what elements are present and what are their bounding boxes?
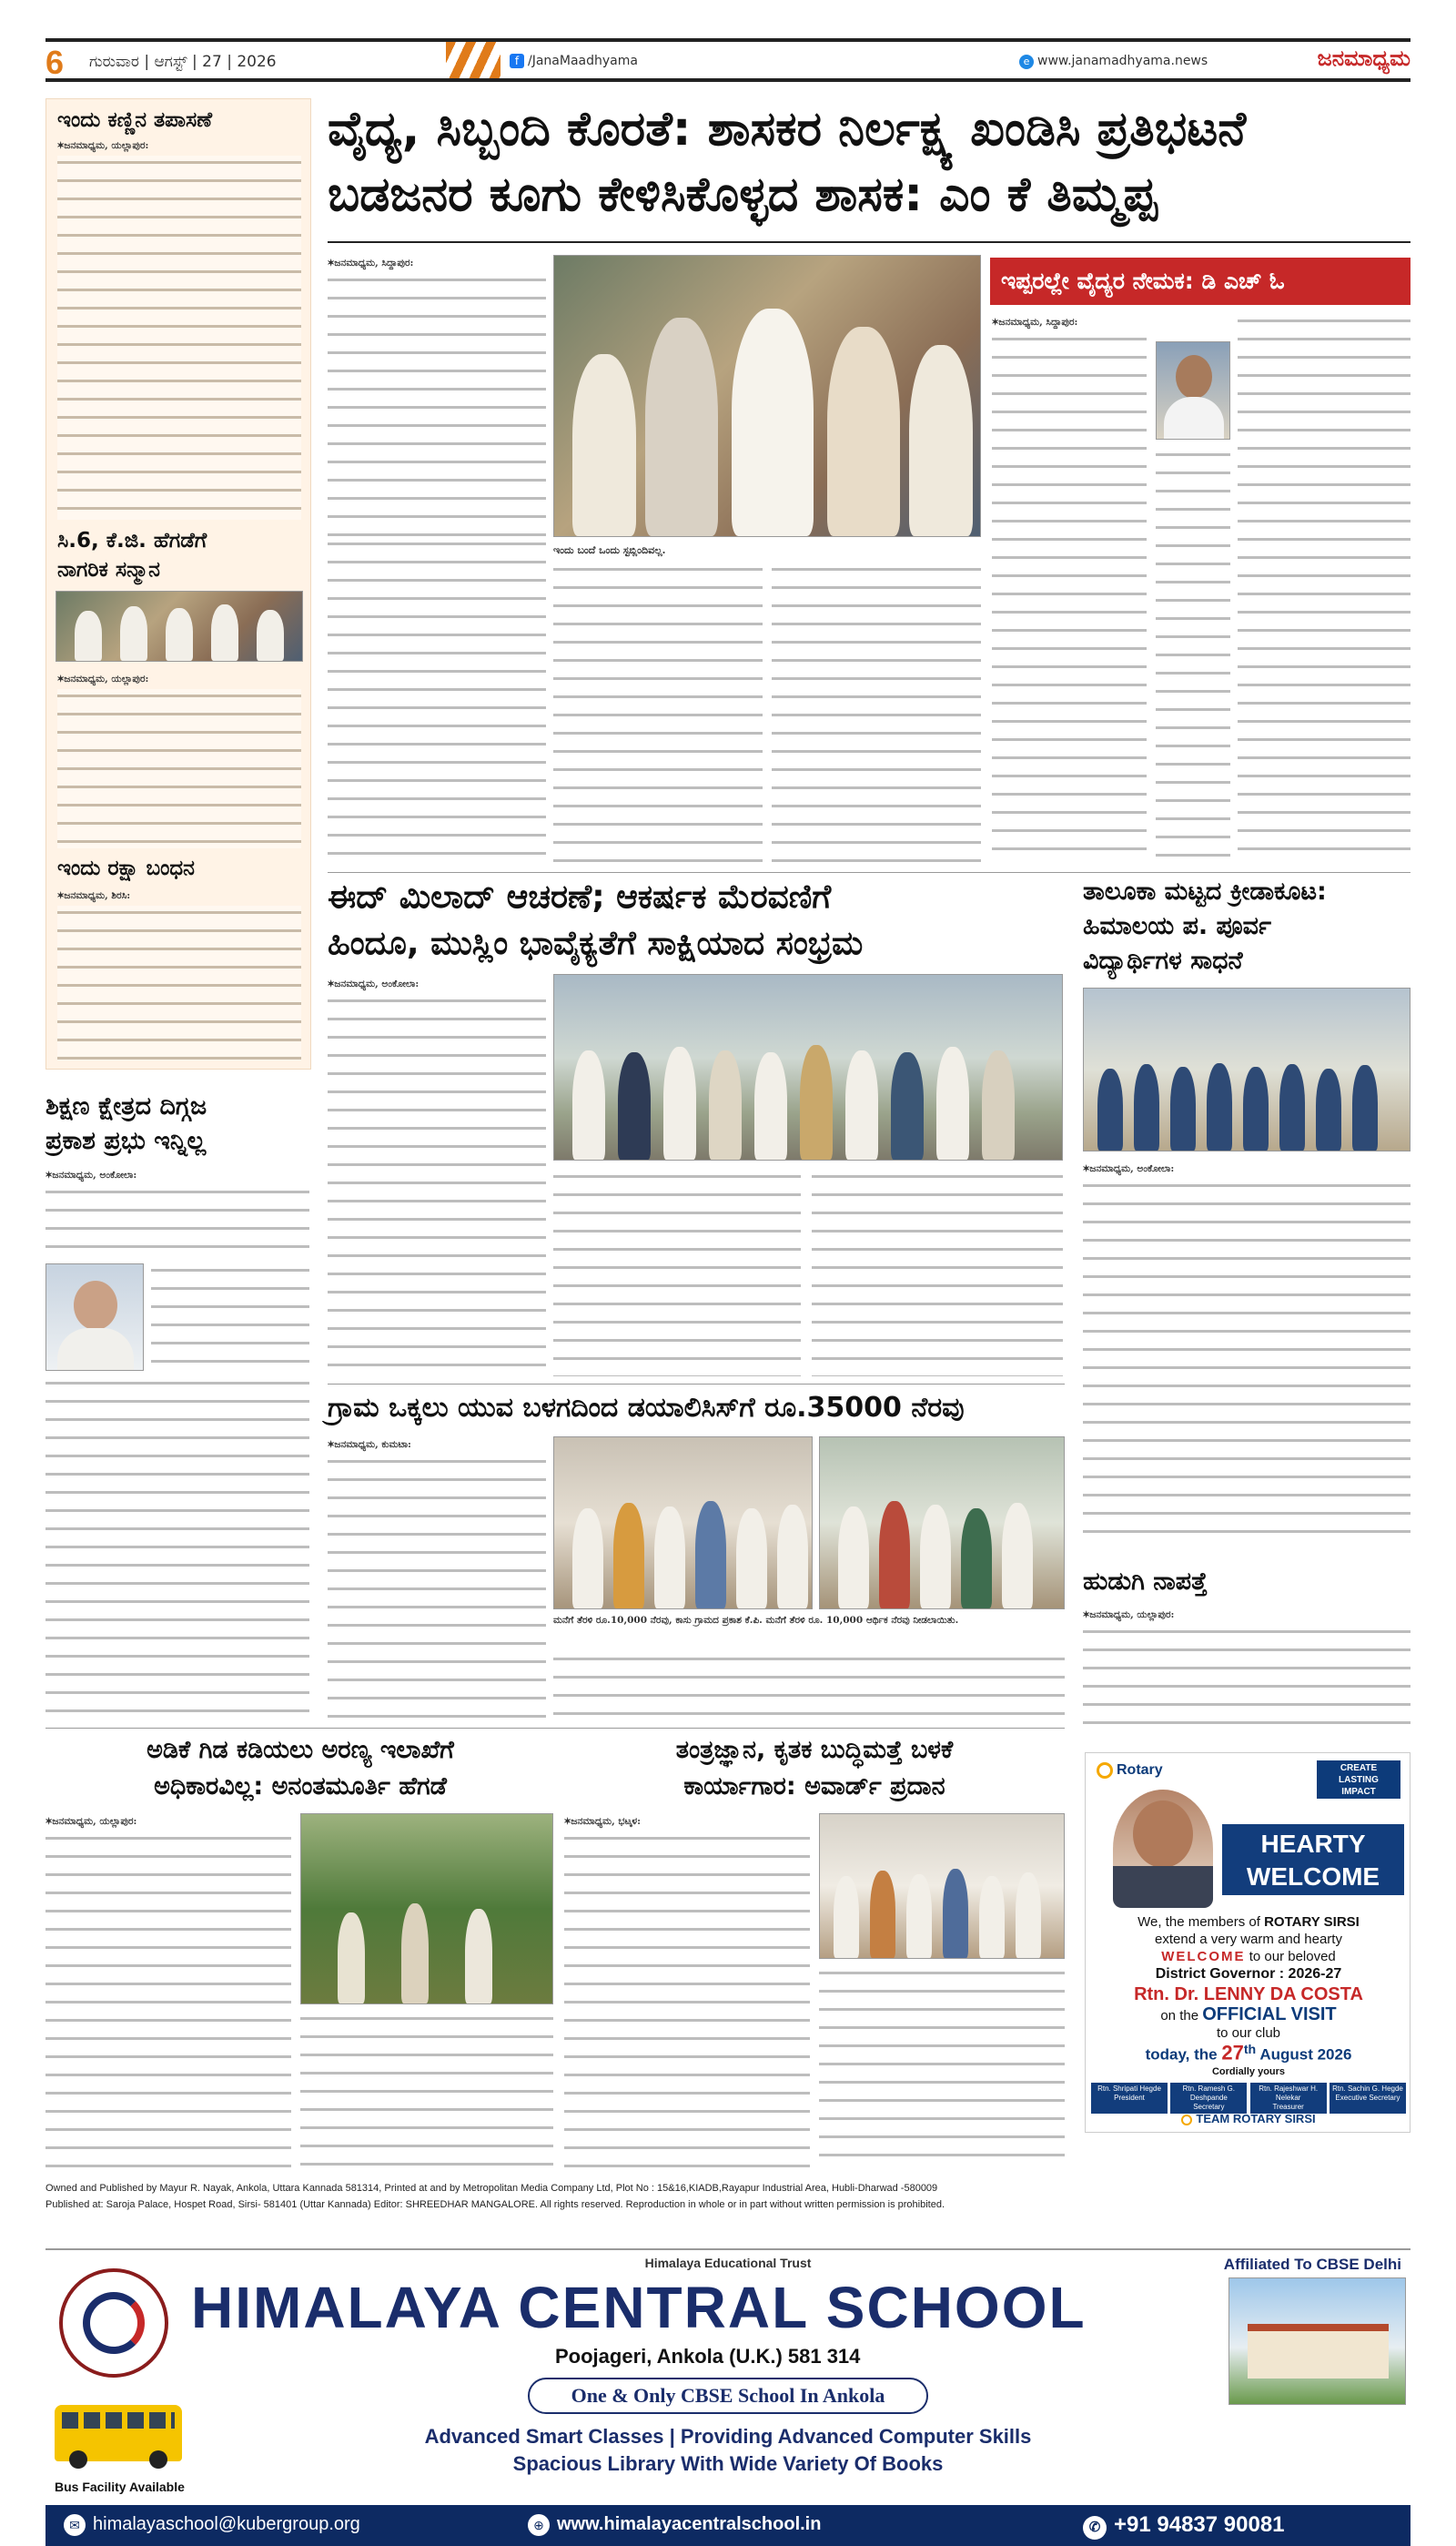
rotary-wheel-icon — [1097, 1762, 1113, 1779]
areca-dateline: ✶ಜನಮಾಧ್ಯಮ, ಯಲ್ಲಾಪುರ: — [46, 1816, 137, 1827]
sub-story-dateline: ✶ಜನಮಾಧ್ಯಮ, ಸಿದ್ದಾಪುರ: — [992, 317, 1078, 328]
facebook-icon: f — [510, 54, 524, 68]
school-advertisement — [46, 2248, 1410, 2544]
school-website[interactable]: ⊕ www.himalayacentralschool.in — [528, 2514, 821, 2536]
sub-story-banner: ಇಪ್ಪರಲ್ಲೇ ವೈದ್ಯರ ನೇಮಕ: ಡಿ ಎಚ್ ಓ — [990, 258, 1410, 305]
eid-headline-1: ಈದ್ ಮಿಲಾದ್ ಆಚರಣೆ; ಆಕರ್ಷಕ ಮೆರವಣಿಗೆ — [328, 878, 832, 916]
protest-photo — [553, 255, 981, 537]
header-stripe-decoration — [446, 42, 500, 78]
globe-icon: e — [1019, 55, 1034, 69]
eid-body-col-3 — [812, 1170, 1063, 1376]
sub-story-col-mid — [1156, 448, 1230, 865]
eid-headline-2: ಹಿಂದೂ, ಮುಸ್ಲಿಂ ಭಾವೈಕ್ಯತೆಗೆ ಸಾಕ್ಷಿಯಾದ ಸಂಭ್ರಮ — [328, 925, 864, 962]
ai-dateline: ✶ಜನಮಾಧ್ಯಮ, ಭಟ್ಕಳ: — [564, 1816, 642, 1827]
section-rule — [328, 872, 1410, 873]
main-headline-1: ವೈದ್ಯ, ಸಿಬ್ಬಂದಿ ಕೊರತೆ: ಶಾಸಕರ ನಿರ್ಲಕ್ಷ್ಯ ಖಂಡಿಸಿ ಪ್ರತಿಭಟನೆ — [328, 102, 1247, 157]
school-building-photo — [1228, 2277, 1406, 2405]
phone-icon: ✆ — [1083, 2516, 1107, 2540]
school-bus-text: Bus Facility Available — [55, 2480, 185, 2494]
issue-date: ಗುರುವಾರ | ಆಗಸ್ಟ್ | 27 | 2026 — [89, 53, 277, 71]
school-affiliation: Affiliated To CBSE Delhi — [1223, 2256, 1401, 2273]
lower-rule — [46, 1728, 1065, 1729]
newspaper-brand: ಜನಮಾಧ್ಯಮ — [1317, 47, 1410, 71]
sidebar-story1-dateline: ✶ಜನಮಾಧ್ಯಮ, ಯಲ್ಲಾಪುರ: — [57, 140, 149, 151]
school-bus-icon — [55, 2405, 182, 2461]
ai-body-col-2 — [819, 1966, 1065, 2168]
school-contact-bar — [46, 2505, 1410, 2546]
protest-caption: ಇಂದು ಬಂದೆ ಒಂದು ಸ್ಟಬ್ಲಿಂದಿವಲ್ಲ. — [553, 544, 666, 556]
areca-body-col-1 — [46, 1831, 291, 2168]
school-phone[interactable]: ✆ +91 94837 90081 — [1083, 2512, 1285, 2540]
obit-headline-1: ಶಿಕ್ಷಣ ಕ್ಷೇತ್ರದ ದಿಗ್ಗಜ — [46, 1092, 207, 1121]
missing-headline: ಹುಡುಗಿ ನಾಪತ್ತೆ — [1083, 1567, 1208, 1596]
dialysis-body-col-1 — [328, 1455, 546, 1719]
missing-body — [1083, 1625, 1410, 1734]
ai-headline-2: ಕಾರ್ಯಾಗಾರ: ಅವಾರ್ಡ್ ಪ್ರದಾನ — [683, 1772, 945, 1800]
areca-headline-2: ಅಧಿಕಾರವಿಲ್ಲ: ಅನಂತಮೂರ್ತಿ ಹೆಗಡೆ — [154, 1772, 447, 1800]
sidebar-story1-body — [57, 156, 301, 520]
sports-headline-2: ಹಿಮಾಲಯ ಪ. ಪೂರ್ವ — [1083, 912, 1271, 940]
sidebar — [46, 98, 311, 1070]
globe-icon: ⊕ — [528, 2514, 550, 2536]
dialysis-rule — [328, 1384, 1065, 1385]
page-number: 6 — [46, 44, 65, 81]
rotary-advertisement — [1085, 1752, 1410, 2133]
missing-dateline: ✶ಜನಮಾಧ್ಯಮ, ಯಲ್ಲಾಪುರ: — [1083, 1609, 1175, 1620]
sidebar-story3-dateline: ✶ಜನಮಾಧ್ಯಮ, ಶಿರಸಿ: — [57, 890, 131, 901]
areca-headline-1: ಅಡಿಕೆ ಗಿಡ ಕಡಿಯಲು ಅರಣ್ಯ ಇಲಾಖೆಗೆ — [147, 1736, 454, 1764]
obit-headline-2: ಪ್ರಕಾಶ ಪ್ರಭು ಇನ್ನಿಲ್ಲ — [46, 1127, 207, 1155]
areca-body-col-2 — [300, 2012, 553, 2168]
sports-team-photo — [1083, 988, 1410, 1151]
sports-headline-3: ವಿದ್ಯಾರ್ಥಿಗಳ ಸಾಧನೆ — [1083, 947, 1243, 975]
school-address: Poojageri, Ankola (U.K.) 581 314 — [555, 2345, 861, 2368]
facebook-link[interactable]: f /JanaMaadhyama — [510, 54, 638, 68]
email-icon: ✉ — [64, 2514, 86, 2536]
sports-dateline: ✶ಜನಮಾಧ್ಯಮ, ಅಂಕೋಲಾ: — [1083, 1163, 1175, 1174]
dialysis-dateline: ✶ಜನಮಾಧ್ಯಮ, ಕುಮಟಾ: — [328, 1439, 411, 1450]
sidebar-story2-body — [57, 689, 301, 848]
rotary-team: TEAM ROTARY SIRSI — [1086, 2112, 1411, 2125]
school-tagline: One & Only CBSE School In Ankola — [528, 2378, 928, 2414]
school-trust: Himalaya Educational Trust — [644, 2256, 812, 2270]
eid-procession-photo — [553, 974, 1063, 1161]
eid-body-col-1 — [328, 994, 546, 1376]
page-header — [46, 38, 1410, 82]
ai-body-col-1 — [564, 1831, 810, 2168]
obit-dateline: ✶ಜನಮಾಧ್ಯಮ, ಅಂಕೋಲಾ: — [46, 1170, 137, 1181]
rotary-logo-text: Rotary — [1097, 1762, 1163, 1779]
obit-body-1 — [46, 1185, 309, 1260]
obit-body-2 — [151, 1263, 309, 1371]
school-logo-icon — [59, 2268, 168, 2378]
sports-body — [1083, 1179, 1410, 1534]
rotary-message: We, the members of ROTARY SIRSI extend a very warm and hearty WELCOME to our beloved District Governor : 2026-27 Rtn. Dr. LENNY DA COSTA on the OFFICIAL VISIT to our club today, the 27th August 2026 Cordially yours — [1134, 1914, 1363, 2077]
ai-workshop-photo — [819, 1813, 1065, 1959]
main-body-col-1a — [328, 273, 546, 537]
dialysis-photo-1 — [553, 1436, 813, 1609]
imprint-credits: Owned and Published by Mayur R. Nayak, Ankola, Uttara Kannada 581314, Printed at and by Metropolitan Media Company Ltd, Plot No : 15&16,KIADB,Rayapur Industrial Area, Hubli-Dharwad -580009 Published at: Saroja Palace, Hospet Road, Sirsi- 581401 (Uttar Kannada) Editor: SHREEDHAR MANGALORE. All rights reserved. Reproduction in whole or in part without written permission is prohibited. — [46, 2183, 945, 2210]
website-link[interactable]: e www.janamadhyama.news — [1019, 54, 1208, 69]
sidebar-story2-dateline: ✶ಜನಮಾಧ್ಯಮ, ಯಲ್ಲಾಪುರ: — [57, 674, 149, 685]
dho-portrait — [1156, 341, 1230, 440]
obit-portrait — [46, 1263, 144, 1371]
rotary-theme-badge: CREATE LASTING IMPACT — [1317, 1760, 1400, 1799]
sub-story-col-1 — [992, 332, 1147, 865]
main-dateline: ✶ಜನಮಾಧ್ಯಮ, ಸಿದ್ದಾಪುರ: — [328, 258, 414, 269]
sub-story-col-2 — [1238, 314, 1410, 865]
main-body-col-2 — [553, 563, 763, 863]
school-email[interactable]: ✉ himalayaschool@kubergroup.org — [64, 2514, 360, 2536]
headline-rule — [328, 241, 1410, 243]
hearty-welcome-box: HEARTY WELCOME — [1222, 1824, 1404, 1895]
school-feature-1: Advanced Smart Classes | Providing Advanced Computer Skills — [424, 2425, 1032, 2448]
eid-body-col-2 — [553, 1170, 801, 1376]
rotary-members: Rtn. Shripati Hegde President Rtn. Ramesh G. Deshpande Secretary Rtn. Rajeshwar H. Nelekar Treasurer Rtn. Sachin G. Hegde Executive Secretary — [1091, 2083, 1406, 2114]
sidebar-story3-title: ಇಂದು ರಕ್ಷಾ ಬಂಧನ — [57, 857, 195, 880]
sidebar-story3-body — [57, 906, 301, 1060]
sidebar-story2-title-1: ಸಿ.6, ಕೆ.ಜಿ. ಹೆಗಡೆಗೆ — [57, 529, 207, 553]
rotary-wheel-icon — [1181, 2115, 1192, 2125]
main-headline-2: ಬಡಜನರ ಕೂಗು ಕೇಳಿಸಿಕೊಳ್ಳದ ಶಾಸಕ: ಎಂ ಕೆ ತಿಮ್ಮಪ್ಪ — [328, 167, 1158, 222]
sports-headline-1: ತಾಲೂಕಾ ಮಟ್ಟದ ಕ್ರೀಡಾಕೂಟ: — [1083, 877, 1327, 906]
main-body-col-1b — [328, 537, 546, 865]
ai-headline-1: ತಂತ್ರಜ್ಞಾನ, ಕೃತಕ ಬುದ್ಧಿಮತ್ತೆ ಬಳಕೆ — [675, 1736, 954, 1764]
dialysis-photo-2 — [819, 1436, 1065, 1609]
sidebar-story1-title: ಇಂದು ಕಣ್ಣಿನ ತಪಾಸಣೆ — [57, 108, 212, 132]
dialysis-caption: ಮನೆಗೆ ತೆರಳಿ ರೂ.10,000 ನೆರವು, ಕಾಸು ಗ್ರಾಮದ ಪ್ರಕಾಶ ಕೆ.ಪಿ. ಮನೆಗೆ ತೆರಳಿ ರೂ. 10,000 ಆರ್ಥಿಕ ನೆರವು ನೀಡಲಾಯಿತು. — [553, 1615, 959, 1626]
areca-field-photo — [300, 1813, 553, 2004]
eid-dateline: ✶ಜನಮಾಧ್ಯಮ, ಅಂಕೋಲಾ: — [328, 979, 420, 989]
obit-body-3 — [46, 1376, 309, 1720]
main-body-col-3 — [772, 563, 981, 863]
sidebar-story2-title-2: ನಾಗರಿಕ ಸನ್ಮಾನ — [57, 558, 160, 582]
dialysis-headline: ಗ್ರಾಮ ಒಕ್ಕಲು ಯುವ ಬಳಗದಿಂದ ಡಯಾಲಿಸಿಸ್‌ಗೆ ರೂ.35000 ನೆರವು — [328, 1392, 965, 1424]
dialysis-body-col-2 — [553, 1652, 1065, 1720]
governor-portrait — [1113, 1790, 1213, 1908]
school-feature-2: Spacious Library With Wide Variety Of Books — [512, 2452, 944, 2475]
felicitation-photo — [56, 591, 303, 662]
school-name: HIMALAYA CENTRAL SCHOOL — [191, 2275, 1087, 2340]
